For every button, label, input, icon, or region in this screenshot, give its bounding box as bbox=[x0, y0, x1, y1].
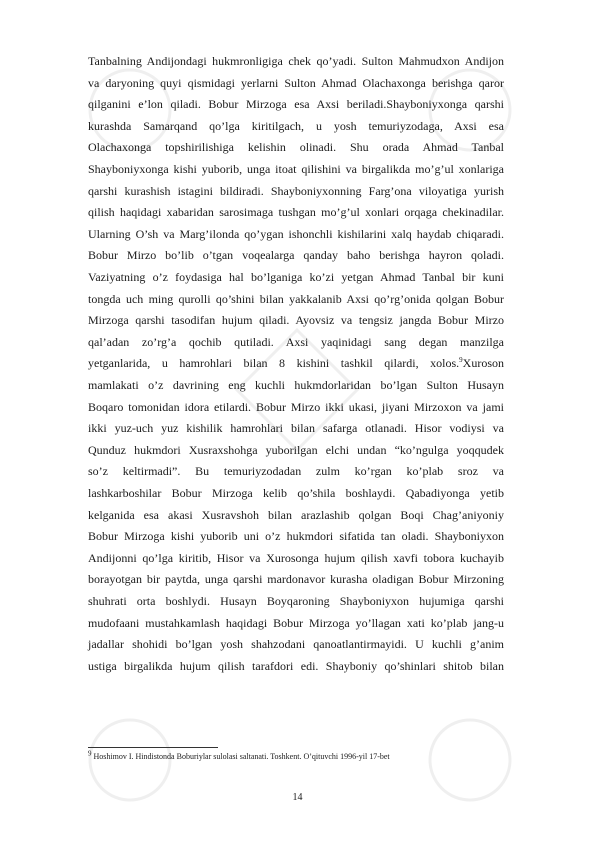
text-line-content: Qunduz hukmdori Xusraxshohga yuborilgan elchi undan “ko’ngulga yoqqudek bbox=[88, 442, 504, 457]
text-line bbox=[88, 161, 504, 177]
text-line bbox=[88, 269, 504, 285]
text-line-content: va daryoning quyi qismidagi yerlarni Sulton Ahmad Olachaxonga berishga qaror bbox=[88, 75, 504, 90]
footnote-reference: 9 bbox=[459, 356, 463, 365]
footnote-divider bbox=[88, 747, 218, 748]
text-line-content: mudofaani mustahkamlash haqidagi Bobur Mirzoga yo’llagan xati ko’plab jang-u bbox=[88, 615, 504, 630]
text-line-content: Boqaro tomonidan idora etilardi. Bobur Mirzo ikki ukasi, jiyani Mirzoxon va jami bbox=[88, 399, 504, 414]
text-line-content: Bobur Mirzo bo’lib o’tgan voqealarga qanday baho berishga hayron qoladi. bbox=[88, 248, 504, 263]
text-line-content: so’z keltirmadi”. Bu temuriyzodadan zulm ko’rgan ko’plab sroz va bbox=[88, 464, 504, 479]
text-line bbox=[88, 420, 504, 436]
text-line bbox=[88, 485, 504, 501]
text-line-content: Mirzoga qarshi tasodifan hujum qiladi. Ayovsiz va tengsiz jangda Bobur Mirzo bbox=[88, 313, 504, 328]
text-line-content: yetganlarida, u hamrohlari bilan 8 kishini tashkil qilardi, xolos. bbox=[88, 356, 460, 371]
text-line-content: Vaziyatning o’z foydasiga hal bo’lganiga ko’zi yetgan Ahmad Tanbal bir kuni bbox=[88, 270, 504, 284]
text-line bbox=[88, 96, 504, 112]
text-line bbox=[88, 139, 504, 155]
text-line-content: lashkarboshilar Bobur Mirzoga kelib qo’shila boshlaydi. Qabadiyonga yetib bbox=[88, 486, 504, 500]
text-line bbox=[88, 658, 504, 674]
page-number: 14 bbox=[292, 792, 303, 803]
text-line bbox=[88, 75, 504, 91]
footnote bbox=[88, 751, 508, 762]
text-line bbox=[88, 118, 504, 134]
text-line-content: ikki yuz-uch yuz kishilik hamrohlari bilan safarga otlanadi. Hisor vodiysi va bbox=[88, 421, 504, 436]
text-line-content: Bobur Mirzoga kishi yuborib uni o’z hukmdori sifatida tan oladi. Shayboniyxon bbox=[88, 529, 504, 544]
text-line bbox=[88, 615, 504, 631]
text-line bbox=[88, 334, 504, 350]
text-line-content: ustiga birgalikda hujum qilish tarafdori edi. Shayboniy qo’shinlari shitob bilan bbox=[88, 658, 504, 673]
text-line-content: Ularning O’sh va Marg’ilonda qo’ygan ishonchli kishilarini xalq haydab chiqaradi. bbox=[88, 226, 504, 241]
text-line-content: kelganida esa akasi Xusravshoh bilan arazlashib qolgan Boqi Chag’aniyoniy bbox=[88, 507, 504, 522]
text-line-content: tongda uch ming qurolli qo’shini bilan yakkalanib Axsi qo’rg’onida qolgan Bobur bbox=[88, 291, 504, 306]
text-line bbox=[88, 636, 504, 652]
text-line bbox=[88, 204, 504, 220]
text-line bbox=[88, 507, 504, 523]
text-line bbox=[88, 377, 504, 393]
text-line bbox=[88, 550, 504, 566]
text-line-content: qarshi kurashish istagini bildiradi. Shayboniyxonning Farg’ona viloyatiga yurish bbox=[88, 183, 504, 198]
text-line-content: borayotgan bir paytda, unga qarshi mardonavor kurasha oladigan Bobur Mirzoning bbox=[88, 572, 504, 587]
text-line bbox=[88, 571, 504, 587]
text-line-content: qal’adan zo’rg’a qochib qutiladi. Axsi yaqinidagi sang degan manzilga bbox=[88, 334, 504, 349]
text-line-content: qilish haqidagi xabaridan sarosimaga tushgan mo’g’ul xonlari orqaga chekinadilar. bbox=[88, 205, 504, 220]
text-line bbox=[88, 355, 504, 371]
text-line bbox=[88, 399, 504, 415]
text-line bbox=[88, 442, 504, 458]
text-line bbox=[88, 312, 504, 328]
text-line bbox=[88, 291, 504, 307]
text-line bbox=[88, 183, 504, 199]
text-line-content: kurashda Samarqand qo’lga kiritilgach, u yosh temuriyzodaga, Axsi esa bbox=[88, 118, 504, 133]
text-line-continuation: Xuroson bbox=[462, 356, 504, 371]
text-line-content: Andijonni qo’lga kiritib, Hisor va Xurosonga hujum qilish xavfi tobora kuchayib bbox=[88, 550, 504, 565]
text-line bbox=[88, 463, 504, 479]
text-line-content: jadallar shohidi bo’lgan yosh shahzodani qanoatlantirmayidi. U kuchli g’anim bbox=[88, 637, 504, 652]
text-line-content: Olachaxonga topshirilishiga kelishin olinadi. Shu orada Ahmad Tanbal bbox=[88, 140, 504, 155]
text-line-content: Shayboniyxonga kishi yuborib, unga itoat qilishini va birgalikda mo’g’ul xonlariga bbox=[88, 162, 504, 176]
text-line-content: Tanbalning Andijondagi hukmronligiga chek qo’yadi. Sulton Mahmudxon Andijon bbox=[88, 54, 504, 68]
footnote-marker: 9 bbox=[88, 749, 92, 758]
text-line bbox=[88, 593, 504, 609]
text-line bbox=[88, 226, 504, 242]
text-line-content: qilganini e’lon qiladi. Bobur Mirzoga esa Axsi beriladi.Shayboniyxonga qarshi bbox=[88, 97, 504, 112]
text-line bbox=[88, 528, 504, 544]
text-line bbox=[88, 247, 504, 263]
text-line bbox=[88, 53, 504, 69]
footnote-text: Hoshimov I. Hindistonda Boburiylar sulolasi saltanati. Toshkent. O’qituvchi 1996-yil 17-bet bbox=[91, 752, 390, 761]
text-line-content: mamlakati o’z davrining eng kuchli hukmdorlaridan bo’lgan Sulton Husayn bbox=[88, 378, 504, 392]
text-line-content: shuhrati orta boshlydi. Husayn Boyqaroning Shayboniyxon hujumiga qarshi bbox=[88, 594, 504, 608]
